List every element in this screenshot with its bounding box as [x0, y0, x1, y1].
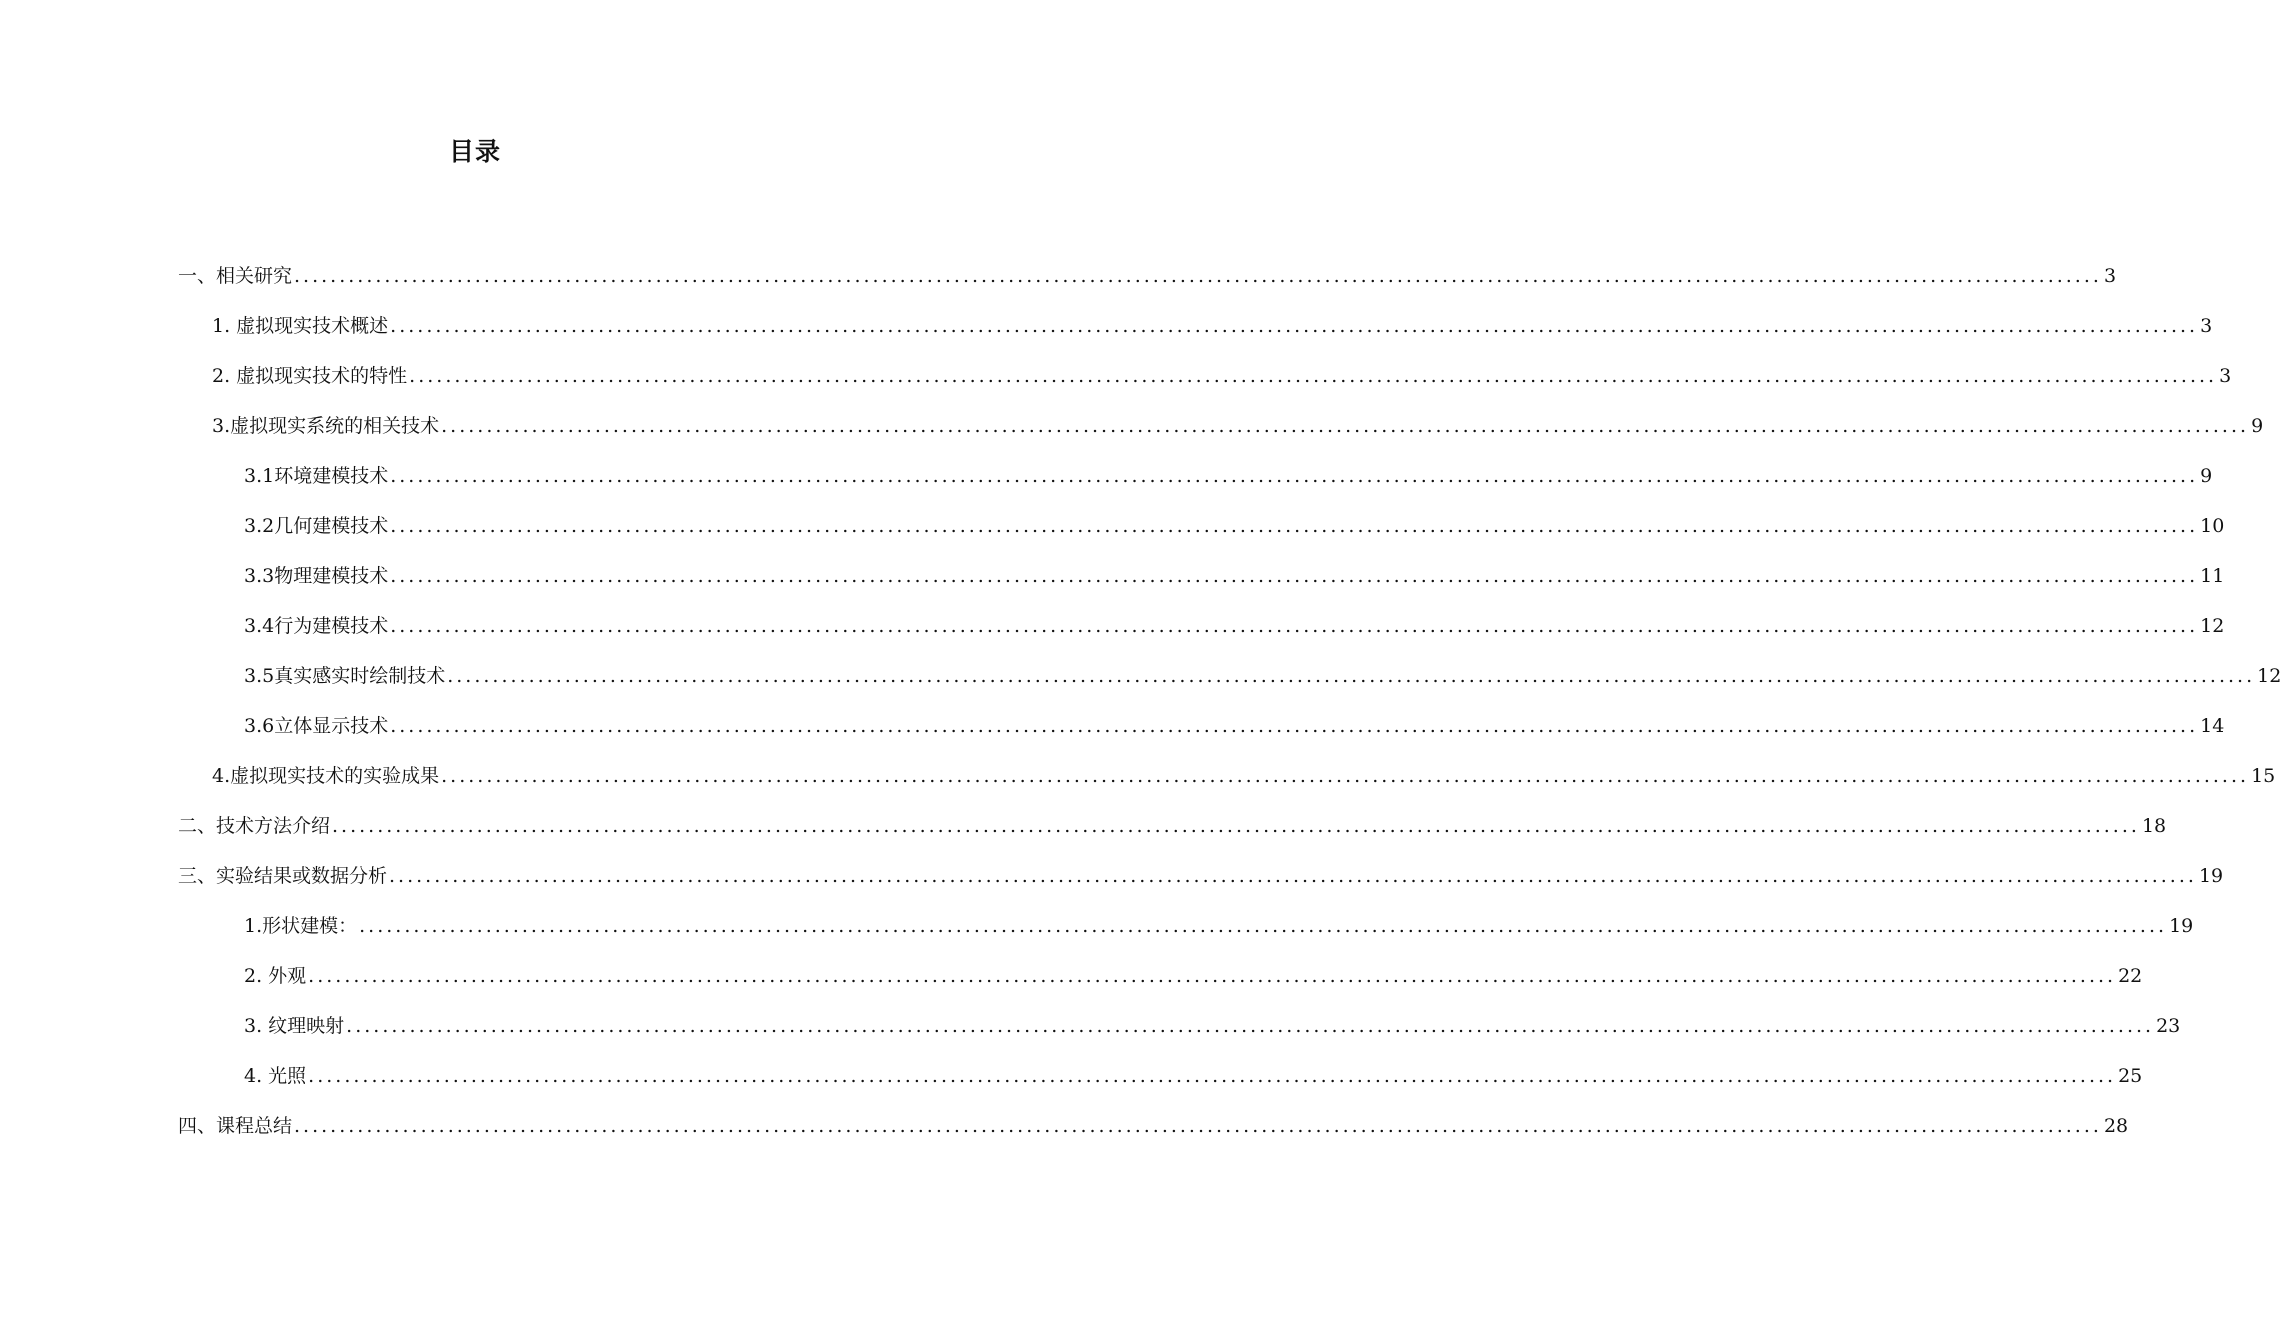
toc-entry-page: 28	[2103, 1115, 2129, 1137]
toc-entry-label: 一、相关研究	[178, 265, 293, 287]
toc-dot-leader: ........................................................................................................................................................................................................	[389, 865, 2197, 887]
toc-entry[interactable]	[244, 1062, 2143, 1090]
toc-entry-label: 3.虚拟现实系统的相关技术	[212, 415, 440, 437]
toc-entry[interactable]	[244, 662, 2281, 690]
toc-entry-page: 3	[2103, 265, 2117, 287]
toc-entry-page: 18	[2141, 815, 2167, 837]
toc-dot-leader: ........................................................................................................................................................................................................	[308, 965, 2117, 987]
toc-dot-leader: ........................................................................................................................................................................................................	[390, 615, 2199, 637]
page-title: 目录	[448, 137, 501, 166]
toc-entry[interactable]	[178, 1112, 2129, 1140]
toc-dot-leader: ........................................................................................................................................................................................................	[447, 665, 2256, 687]
toc-entry-label: 1.形状建模：	[244, 915, 358, 937]
toc-entry-page: 14	[2200, 715, 2225, 737]
toc-entry-label: 3.6立体显示技术	[244, 715, 389, 737]
toc-entry-label: 4.虚拟现实技术的实验成果	[212, 765, 440, 787]
toc-entry-page: 9	[2200, 465, 2213, 487]
toc-entry-label: 1. 虚拟现实技术概述	[212, 315, 389, 337]
toc-dot-leader: ........................................................................................................................................................................................................	[346, 1015, 2155, 1037]
toc-dot-leader: ........................................................................................................................................................................................................	[390, 565, 2199, 587]
toc-entry[interactable]	[178, 812, 2167, 840]
toc-entry-label: 3. 纹理映射	[244, 1015, 345, 1037]
toc-entry[interactable]	[244, 562, 2225, 590]
toc-dot-leader: ........................................................................................................................................................................................................	[294, 1115, 2102, 1137]
toc-entry-page: 19	[2169, 915, 2194, 937]
toc-entry-label: 三、实验结果或数据分析	[178, 865, 388, 887]
toc-entry-label: 3.1环境建模技术	[244, 465, 389, 487]
toc-entry-label: 3.5真实感实时绘制技术	[244, 665, 446, 687]
toc-dot-leader: ........................................................................................................................................................................................................	[294, 265, 2102, 287]
toc-entry-page: 23	[2156, 1015, 2181, 1037]
toc-dot-leader: ........................................................................................................................................................................................................	[441, 765, 2250, 787]
toc-entry-label: 3.4行为建模技术	[244, 615, 389, 637]
toc-entry-page: 3	[2219, 365, 2232, 387]
toc-entry-page: 12	[2257, 665, 2281, 687]
toc-entry-page: 10	[2200, 515, 2225, 537]
toc-dot-leader: ........................................................................................................................................................................................................	[390, 515, 2199, 537]
toc-entry-label: 二、技术方法介绍	[178, 815, 331, 837]
toc-entry-page: 3	[2200, 315, 2213, 337]
toc-entry[interactable]	[244, 962, 2143, 990]
toc-entry-page: 22	[2118, 965, 2143, 987]
toc-dot-leader: ........................................................................................................................................................................................................	[359, 915, 2168, 937]
toc-dot-leader: ........................................................................................................................................................................................................	[409, 365, 2218, 387]
toc-dot-leader: ........................................................................................................................................................................................................	[441, 415, 2250, 437]
toc-entry-page: 19	[2198, 865, 2224, 887]
toc-entry[interactable]	[244, 712, 2225, 740]
toc-entry-label: 3.3物理建模技术	[244, 565, 389, 587]
toc-entry-label: 2. 虚拟现实技术的特性	[212, 365, 408, 387]
toc-entry[interactable]	[212, 312, 2213, 340]
toc-entry-label: 3.2几何建模技术	[244, 515, 389, 537]
toc-dot-leader: ........................................................................................................................................................................................................	[390, 315, 2199, 337]
toc-entry[interactable]	[244, 912, 2194, 940]
toc-entry-page: 25	[2118, 1065, 2143, 1087]
toc-dot-leader: ........................................................................................................................................................................................................	[332, 815, 2140, 837]
toc-dot-leader: ........................................................................................................................................................................................................	[390, 465, 2199, 487]
toc-entry[interactable]	[244, 462, 2213, 490]
toc-entry[interactable]	[212, 362, 2232, 390]
toc-entry[interactable]	[244, 612, 2225, 640]
toc-dot-leader: ........................................................................................................................................................................................................	[308, 1065, 2117, 1087]
toc-entry[interactable]	[212, 762, 2276, 790]
toc-entry-page: 11	[2200, 565, 2225, 587]
toc-entry-label: 2. 外观	[244, 965, 307, 987]
toc-entry[interactable]	[244, 512, 2225, 540]
toc-entry-label: 4. 光照	[244, 1065, 307, 1087]
toc-entry-label: 四、课程总结	[178, 1115, 293, 1137]
toc-entry-page: 12	[2200, 615, 2225, 637]
toc-entry-page: 15	[2251, 765, 2276, 787]
toc-entry[interactable]	[212, 412, 2264, 440]
toc-entry[interactable]	[178, 862, 2224, 890]
toc-entry-page: 9	[2251, 415, 2264, 437]
toc-entry[interactable]	[244, 1012, 2181, 1040]
toc-entry[interactable]	[178, 262, 2117, 290]
toc-dot-leader: ........................................................................................................................................................................................................	[390, 715, 2199, 737]
